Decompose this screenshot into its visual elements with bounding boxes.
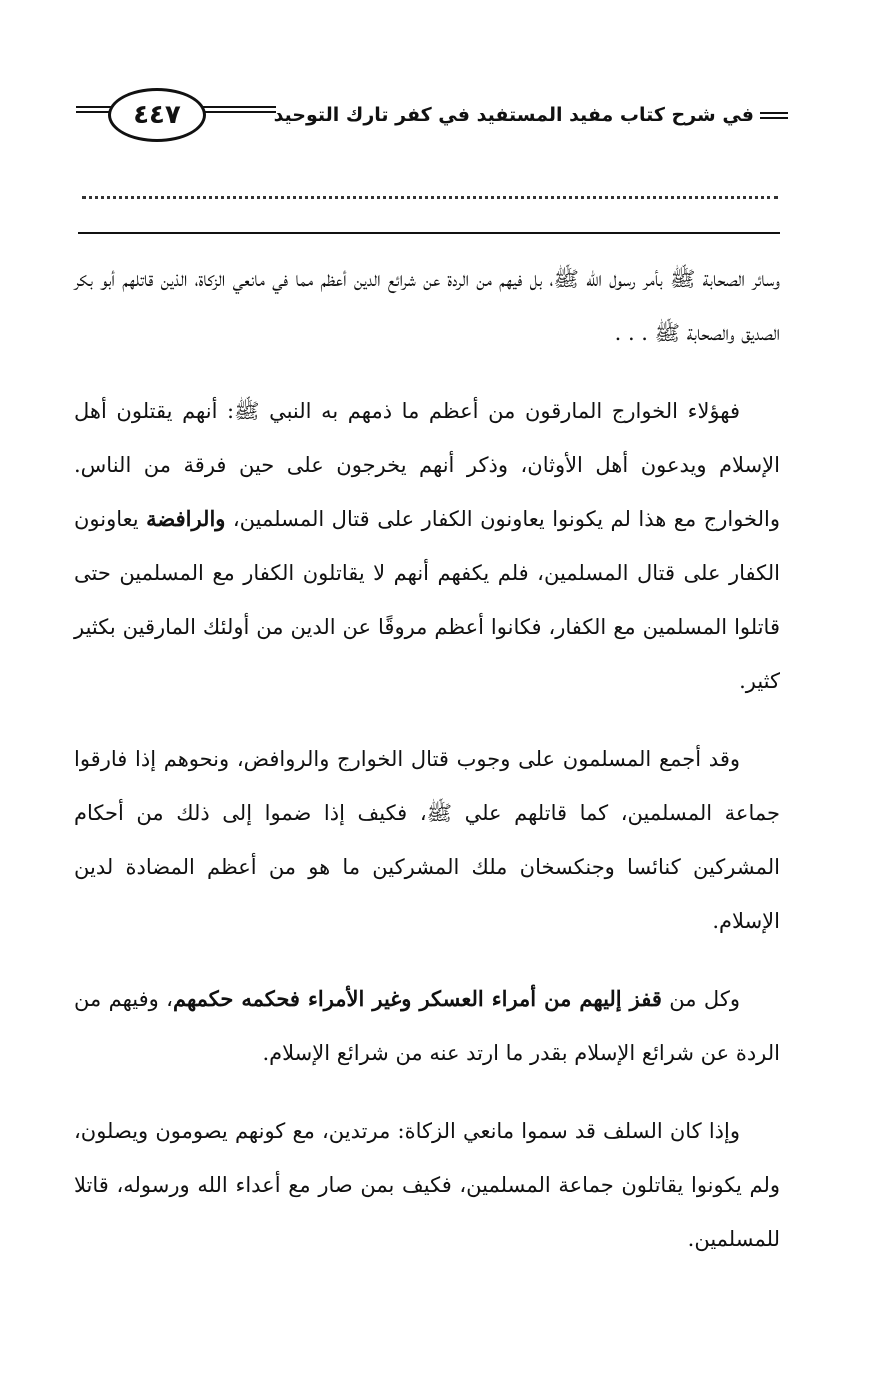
solid-separator bbox=[78, 232, 780, 234]
paragraph-5 bbox=[74, 1104, 780, 1266]
paragraph-4 bbox=[74, 972, 780, 1080]
paragraph-4-text-before: وكل من bbox=[661, 987, 740, 1011]
page-number: ٤٤٧ bbox=[133, 100, 181, 130]
page-header bbox=[60, 78, 800, 158]
paragraph-3 bbox=[74, 732, 780, 948]
paragraph-2-bold: والرافضة bbox=[146, 506, 226, 531]
paragraph-4-bold: قفز إليهم من أمراء العسكر وغير الأمراء فحكمه حكمهم bbox=[172, 986, 662, 1011]
dotted-separator bbox=[82, 186, 778, 199]
page-number-badge bbox=[108, 88, 206, 142]
paragraph-4-text-after: ، وفيهم من الردة عن شرائع الإسلام بقدر ما ارتد عنه من شرائع الإسلام. bbox=[74, 987, 780, 1065]
paragraph-1-text: وسائر الصحابة ﷺ بأمر رسول الله ﷺ، بل فيهم من الردة عن شرائع الدين أعظم مما في مانعي الزكاة، الذين قاتلهم أبو بكر الصديق والصحابة ﷺ . . . bbox=[74, 267, 780, 345]
paragraph-2-text-after: يعاونون الكفار على قتال المسلمين، فلم يكفهم أنهم لا يقاتلون الكفار مع المسلمين حتى قاتلوا المسلمين مع الكفار، فكانوا أعظم مروقًا عن الدين من أولئك المارقين بكثير كثير. bbox=[74, 507, 780, 693]
header-double-rule-right bbox=[760, 112, 788, 119]
paragraph-3-text: وقد أجمع المسلمون على وجوب قتال الخوارج والروافض، ونحوهم إذا فارقوا جماعة المسلمين، كما قاتلهم علي ﷺ، فكيف إذا ضموا إلى ذلك من أحكام المشركين كنائسا وجنكسخان ملك المشركين ما هو من أعظم المضادة لدين الإسلام. bbox=[74, 747, 780, 933]
paragraph-5-text: وإذا كان السلف قد سموا مانعي الزكاة: مرتدين، مع كونهم يصومون ويصلون، ولم يكونوا يقاتلون جماعة المسلمين، فكيف بمن صار مع أعداء الله ورسوله، قاتلا للمسلمين. bbox=[74, 1119, 780, 1251]
paragraph-1 bbox=[74, 252, 780, 360]
paragraph-2 bbox=[74, 384, 780, 708]
paragraph-2-text: فهؤلاء الخوارج المارقون من أعظم ما ذمهم به النبي ﷺ: أنهم يقتلون أهل الإسلام ويدعون أهل الأوثان، وذكر أنهم يخرجون على حين فرقة من الناس. والخوارج مع هذا لم يكونوا يعاونون الكفار على قتال المسلمين، bbox=[74, 399, 780, 531]
page-body bbox=[74, 252, 780, 1266]
running-title: في شرح كتاب مفيد المستفيد في كفر تارك التوحيد bbox=[273, 104, 754, 126]
